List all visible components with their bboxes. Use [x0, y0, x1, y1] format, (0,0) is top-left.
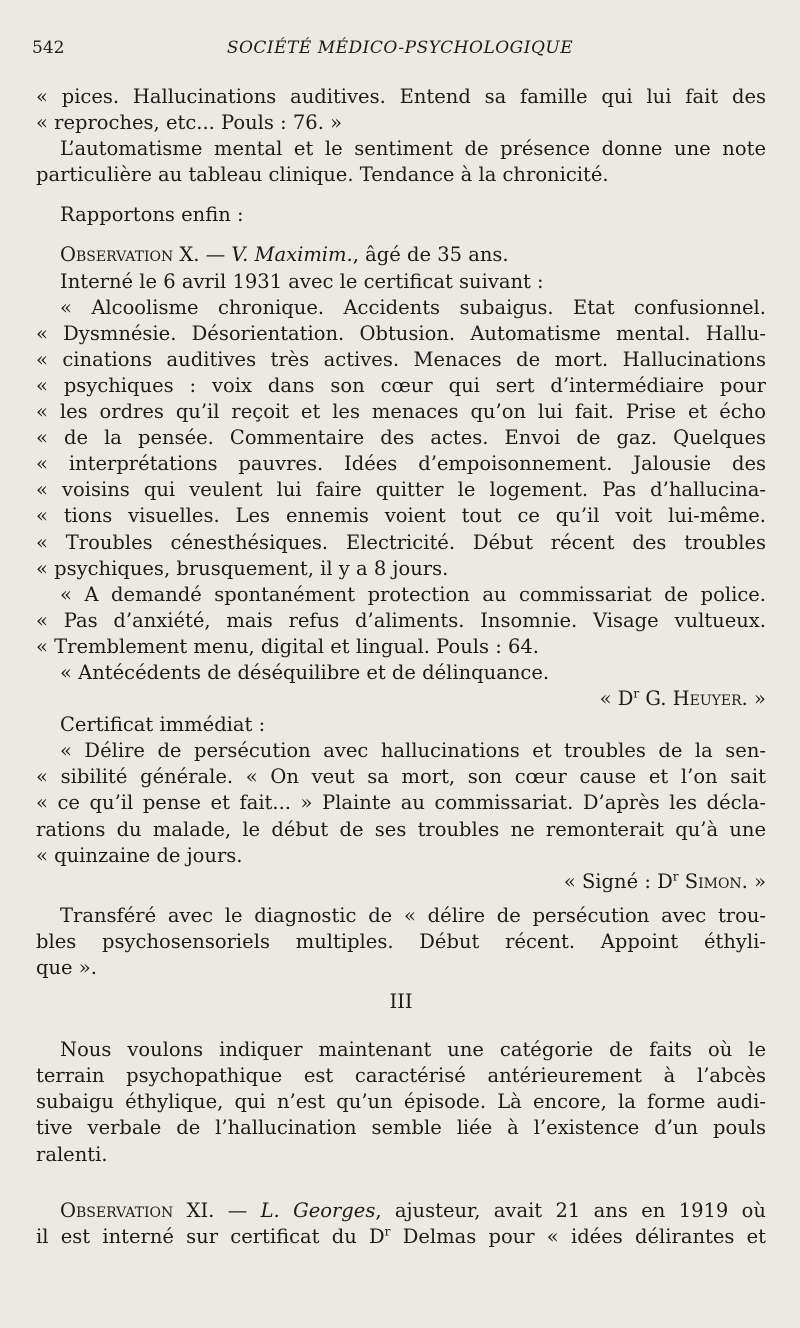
patient-name: V. Maximim. — [231, 243, 353, 267]
signature: « Signé : $D^r$ Simon. » — [563, 869, 766, 893]
text-line: Interné le 6 avril 1931 avec le certificat suivant : — [60, 269, 544, 293]
cert-line: « psychiques : voix dans son cœur qui sert d’intermédiaire pour — [36, 373, 766, 397]
text-line: particulière au tableau clinique. Tendance à la chronicité. — [36, 163, 609, 187]
observation-heading: Observation X. — V. Maximim., âgé de 35 ans. — [60, 243, 509, 267]
running-title: SOCIÉTÉ MÉDICO-PSYCHOLOGIQUE — [226, 38, 574, 58]
text-line: Certificat immédiat : — [60, 713, 266, 737]
text-line: Nous voulons indiquer maintenant une catégorie de faits où le — [60, 1038, 766, 1062]
text-line: Transféré avec le diagnostic de « délire de persécution avec trou- — [60, 903, 766, 927]
cert-line: « interprétations pauvres. Idées d’empoisonnement. Jalousie des — [36, 452, 766, 476]
cert-line: « cinations auditives très actives. Menaces de mort. Hallucinations — [36, 347, 766, 371]
cert-line: « sibilité générale. « On veut sa mort, son cœur cause et l’on sait — [36, 765, 766, 789]
text-line: tive verbale de l’hallucination semble liée à l’existence d’un pouls — [36, 1116, 766, 1140]
cert-line: « Troubles cénesthésiques. Electricité. Début récent des troubles — [36, 530, 766, 554]
cert-line: « Dysmnésie. Désorientation. Obtusion. Automatisme mental. Hallu- — [36, 321, 766, 345]
cert-line: « Délire de persécution avec hallucinations et troubles de la sen- — [60, 739, 766, 763]
cert-line: « les ordres qu’il reçoit et les menaces qu’on lui fait. Prise et écho — [36, 400, 766, 424]
page-number: 542 — [32, 38, 65, 58]
cert-line: « de la pensée. Commentaire des actes. Envoi de gaz. Quelques — [36, 426, 766, 450]
text-line: bles psychosensoriels multiples. Début récent. Appoint éthyli- — [36, 929, 766, 953]
text-body — [36, 84, 766, 1250]
patient-name: L. Georges — [260, 1198, 376, 1222]
cert-line: « voisins qui veulent lui faire quitter le logement. Pas d’hallucina- — [36, 478, 766, 502]
cert-line: « A demandé spontanément protection au commissariat de police. — [60, 582, 766, 606]
cert-line: « Alcoolisme chronique. Accidents subaigus. Etat confusionnel. — [60, 295, 766, 319]
cert-line: « quinzaine de jours. — [36, 843, 243, 867]
text-line: que ». — [36, 956, 97, 979]
text-line: « pices. Hallucinations auditives. Entend sa famille qui lui fait des — [36, 85, 766, 108]
text-line: terrain psychopathique est caractérisé antérieurement à l’abcès — [36, 1064, 766, 1088]
cert-line: « Tremblement menu, digital et lingual. Pouls : 64. — [36, 634, 540, 658]
cert-line: « ce qu’il pense et fait... » Plainte au commissariat. D’après les décla- — [36, 791, 766, 815]
cert-line: « psychiques, brusquement, il y a 8 jours. — [36, 556, 449, 580]
cert-line: « Antécédents de déséquilibre et de délinquance. — [60, 660, 550, 684]
text-line: Rapportons enfin : — [60, 203, 244, 227]
text-line: L’automatisme mental et le sentiment de présence donne une note — [60, 137, 766, 161]
cert-line: « tions visuelles. Les ennemis voient tout ce qu’il voit lui-même. — [36, 504, 766, 528]
observation-heading: Observation XI. — L. Georges, ajusteur, avait 21 ans en 1919 où — [60, 1198, 766, 1222]
text-line: il est interné sur certificat du $D^r$ Delmas pour « idées délirantes et — [36, 1224, 766, 1248]
cert-line: rations du malade, le début de ses troubles ne remonterait qu’à une — [36, 817, 766, 841]
section-heading: III — [389, 990, 413, 1014]
page-header — [0, 38, 800, 62]
signature: « $D^r$ G. Heuyer. » — [599, 686, 766, 711]
observation-label: Observation X. — [60, 243, 200, 267]
cert-line: « Pas d’anxiété, mais refus d’aliments. Insomnie. Visage vultueux. — [36, 608, 766, 632]
text-line: ralenti. — [36, 1142, 108, 1166]
text-line: « reproches, etc... Pouls : 76. » — [36, 111, 343, 135]
observation-label: Observation XI. — [60, 1198, 215, 1222]
text-line: subaigu éthylique, qui n’est qu’un épisode. Là encore, la forme audi- — [36, 1090, 766, 1114]
